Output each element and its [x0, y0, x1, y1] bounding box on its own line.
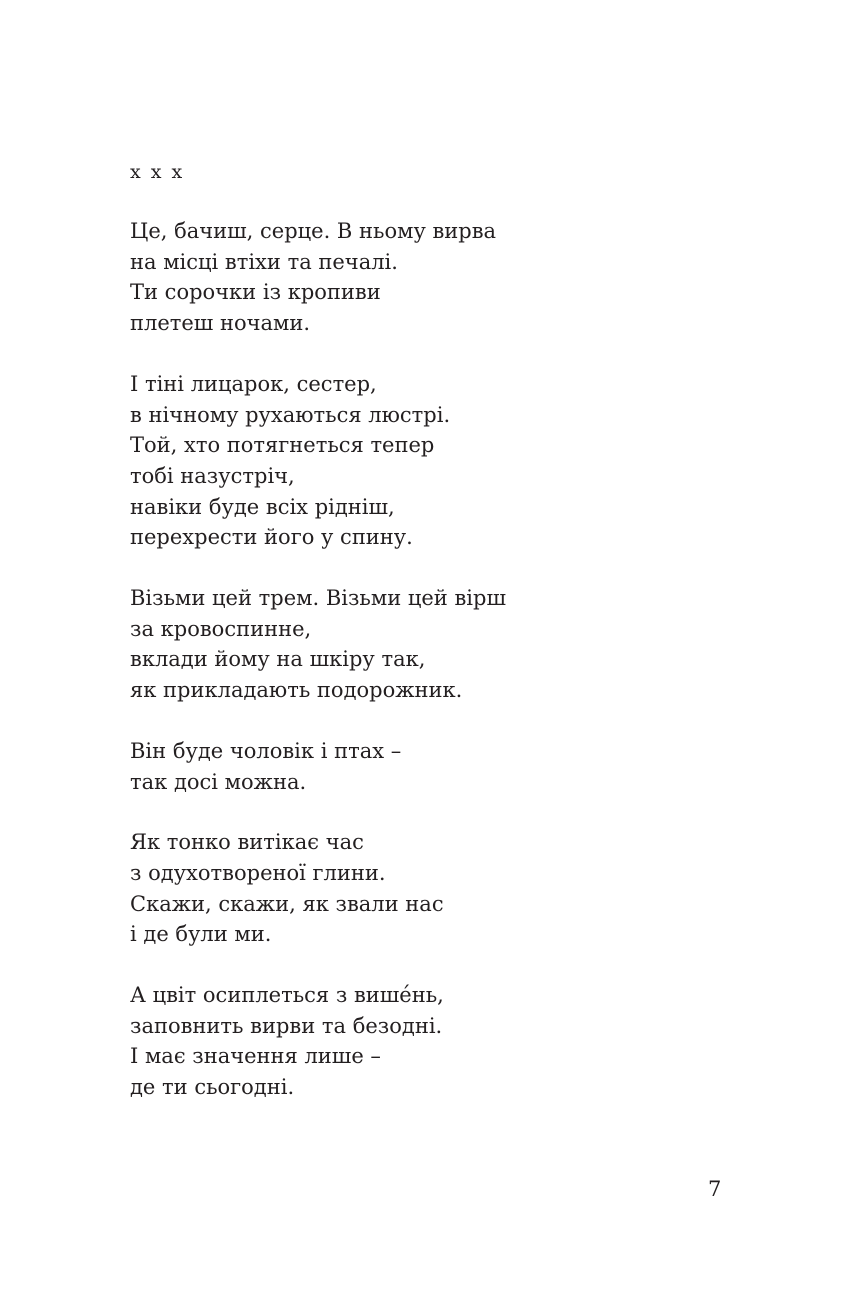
stanza: [130, 736, 730, 797]
poem-line: І тіні лицарок, сестер,: [130, 371, 377, 396]
poem-line: за кровоспинне,: [130, 616, 312, 641]
poem-line: і де були ми.: [130, 922, 272, 947]
poem-line: перехрести його у спину.: [130, 525, 413, 550]
stanza: [130, 827, 730, 950]
poem-body: [130, 216, 730, 1133]
page-number: 7: [708, 1177, 722, 1201]
poem-line: на місці втіхи та печалі.: [130, 249, 398, 274]
stanza: [130, 980, 730, 1103]
poem-line: як прикладають подорожник.: [130, 678, 463, 703]
poem-line: Як тонко витікає час: [130, 830, 364, 855]
poem-line: Той, хто потягнеться тепер: [130, 433, 435, 458]
stanza: [130, 583, 730, 706]
poem-line: з одухотвореної глини.: [130, 860, 386, 885]
poem-line: заповнить вирви та безодні.: [130, 1013, 443, 1038]
stanza: [130, 216, 730, 339]
poem-line: Скажи, скажи, як звали нас: [130, 891, 444, 916]
poem-line: в нічному рухаються люстрі.: [130, 402, 451, 427]
poem-line: навіки буде всіх рідніш,: [130, 494, 395, 519]
poem-line: Це, бачиш, серце. В ньому вирва: [130, 219, 497, 243]
poem-line: вклади йому на шкіру так,: [130, 647, 426, 672]
poem-heading: x x x: [130, 161, 185, 183]
poem-line: І має значення лише –: [130, 1044, 381, 1069]
poem-line: тобі назустріч,: [130, 463, 295, 488]
poem-line: Ти сорочки із кропиви: [130, 280, 381, 305]
stanza: [130, 369, 730, 553]
poem-line: Він буде чоловік і птах –: [130, 738, 402, 763]
poem-line: так досі можна.: [130, 769, 307, 794]
poem-line: де ти сьогодні.: [130, 1075, 295, 1100]
poem-line: А цвіт осиплеться з више́нь,: [130, 983, 444, 1008]
poem-line: плетеш ночами.: [130, 311, 311, 336]
poem-line: Візьми цей трем. Візьми цей вірш: [130, 586, 506, 611]
